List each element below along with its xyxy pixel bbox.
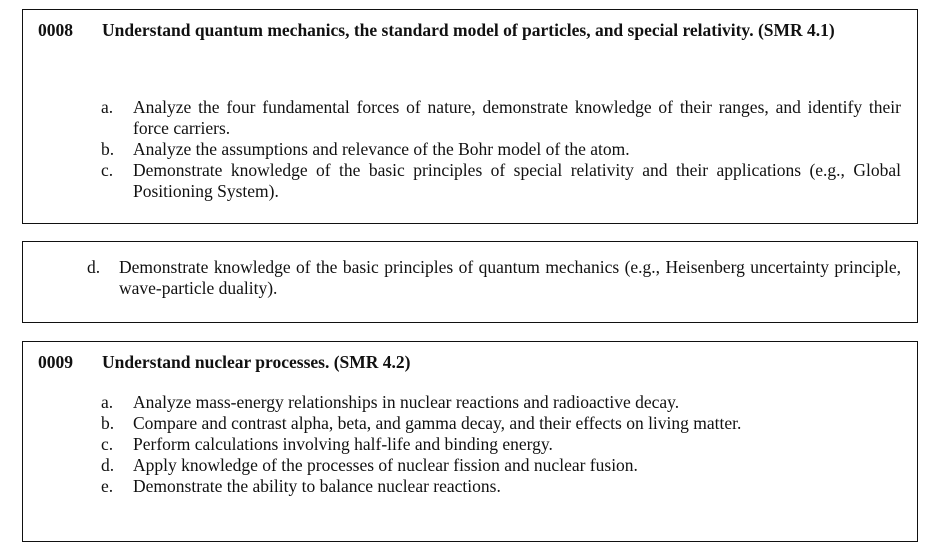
objective-title: Understand quantum mechanics, the standard model of particles, and special relativity. (SMR 4.1) [102, 20, 835, 40]
list-item [101, 160, 901, 202]
list-item [101, 413, 901, 434]
item-text: Demonstrate knowledge of the basic principles of special relativity and their applications (e.g., Global Positioning System). [133, 160, 901, 201]
objective-item-list [101, 392, 901, 497]
objective-code: 0009 [38, 352, 73, 372]
objective-box-0009 [22, 341, 918, 542]
item-text: Demonstrate knowledge of the basic principles of quantum mechanics (e.g., Heisenberg uncertainty principle, wave-particle duality). [119, 257, 901, 298]
item-marker: a. [101, 97, 114, 117]
list-item [101, 476, 901, 497]
objective-box-0008 [22, 9, 918, 224]
item-marker: b. [101, 413, 115, 433]
item-marker: b. [101, 139, 115, 159]
item-text: Analyze the four fundamental forces of nature, demonstrate knowledge of their ranges, and identify their force carriers. [133, 97, 901, 138]
objective-item-list [87, 257, 901, 299]
item-text: Apply knowledge of the processes of nuclear fission and nuclear fusion. [133, 455, 638, 475]
item-marker: e. [101, 476, 114, 496]
item-text: Compare and contrast alpha, beta, and gamma decay, and their effects on living matter. [133, 413, 742, 433]
list-item [101, 434, 901, 455]
item-marker: c. [101, 160, 114, 180]
item-text: Perform calculations involving half-life and binding energy. [133, 434, 553, 454]
item-text: Analyze the assumptions and relevance of the Bohr model of the atom. [133, 139, 630, 159]
item-marker: c. [101, 434, 114, 454]
item-text: Demonstrate the ability to balance nuclear reactions. [133, 476, 501, 496]
objective-title: Understand nuclear processes. (SMR 4.2) [102, 352, 411, 372]
list-item [101, 455, 901, 476]
list-item [101, 392, 901, 413]
objective-item-list [101, 97, 901, 202]
objective-heading [38, 20, 902, 41]
item-marker: d. [101, 455, 115, 475]
objective-code: 0008 [38, 20, 73, 40]
objective-heading [38, 352, 902, 373]
list-item [101, 139, 901, 160]
item-marker: d. [87, 257, 101, 277]
item-text: Analyze mass-energy relationships in nuclear reactions and radioactive decay. [133, 392, 680, 412]
objective-box-continuation [22, 241, 918, 323]
list-item [87, 257, 901, 299]
item-marker: a. [101, 392, 114, 412]
list-item [101, 97, 901, 139]
